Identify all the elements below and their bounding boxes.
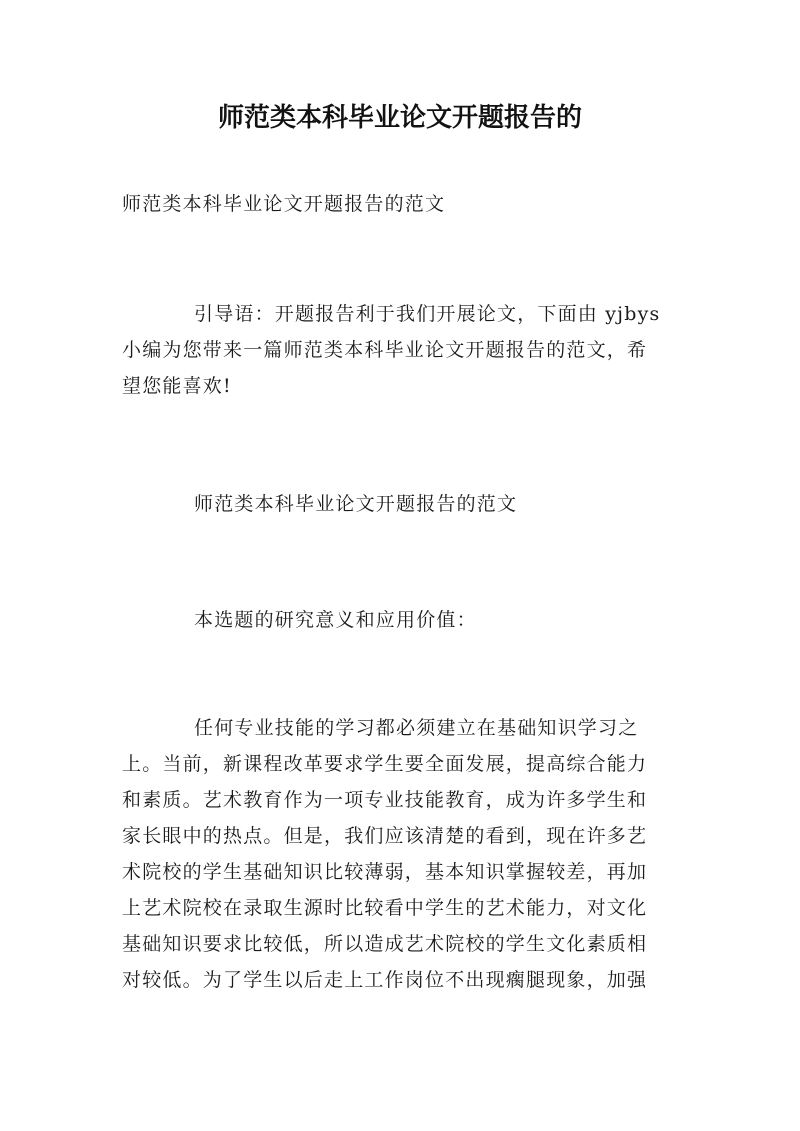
body-line-1: 任何专业技能的学习都必须建立在基础知识学习之 (194, 717, 639, 739)
body-line-6: 上艺术院校在录取生源时比较看中学生的艺术能力，对文化 (122, 897, 648, 919)
document-title: 师范类本科毕业论文开题报告的 (217, 103, 582, 133)
body-line-2: 上。当前，新课程改革要求学生要全面发展，提高综合能力 (122, 753, 648, 775)
document-subtitle: 师范类本科毕业论文开题报告的范文 (122, 193, 446, 215)
body-line-7: 基础知识要求比较低，所以造成艺术院校的学生文化素质相 (122, 933, 648, 955)
intro-paragraph (122, 296, 684, 404)
intro-line-2: 小编为您带来一篇师范类本科毕业论文开题报告的范文，希 (122, 339, 648, 361)
intro-line-3: 望您能喜欢! (122, 375, 232, 397)
body-paragraph (122, 710, 684, 998)
body-line-8: 对较低。为了学生以后走上工作岗位不出现瘸腿现象，加强 (122, 969, 648, 991)
intro-line-1: 引导语：开题报告利于我们开展论文，下面由 yjbys (194, 303, 661, 325)
section-heading: 师范类本科毕业论文开题报告的范文 (194, 493, 518, 515)
subsection-heading: 本选题的研究意义和应用价值： (194, 609, 477, 631)
body-line-3: 和素质。艺术教育作为一项专业技能教育，成为许多学生和 (122, 789, 648, 811)
body-line-5: 术院校的学生基础知识比较薄弱，基本知识掌握较差，再加 (122, 861, 648, 883)
body-line-4: 家长眼中的热点。但是，我们应该清楚的看到，现在许多艺 (122, 825, 648, 847)
